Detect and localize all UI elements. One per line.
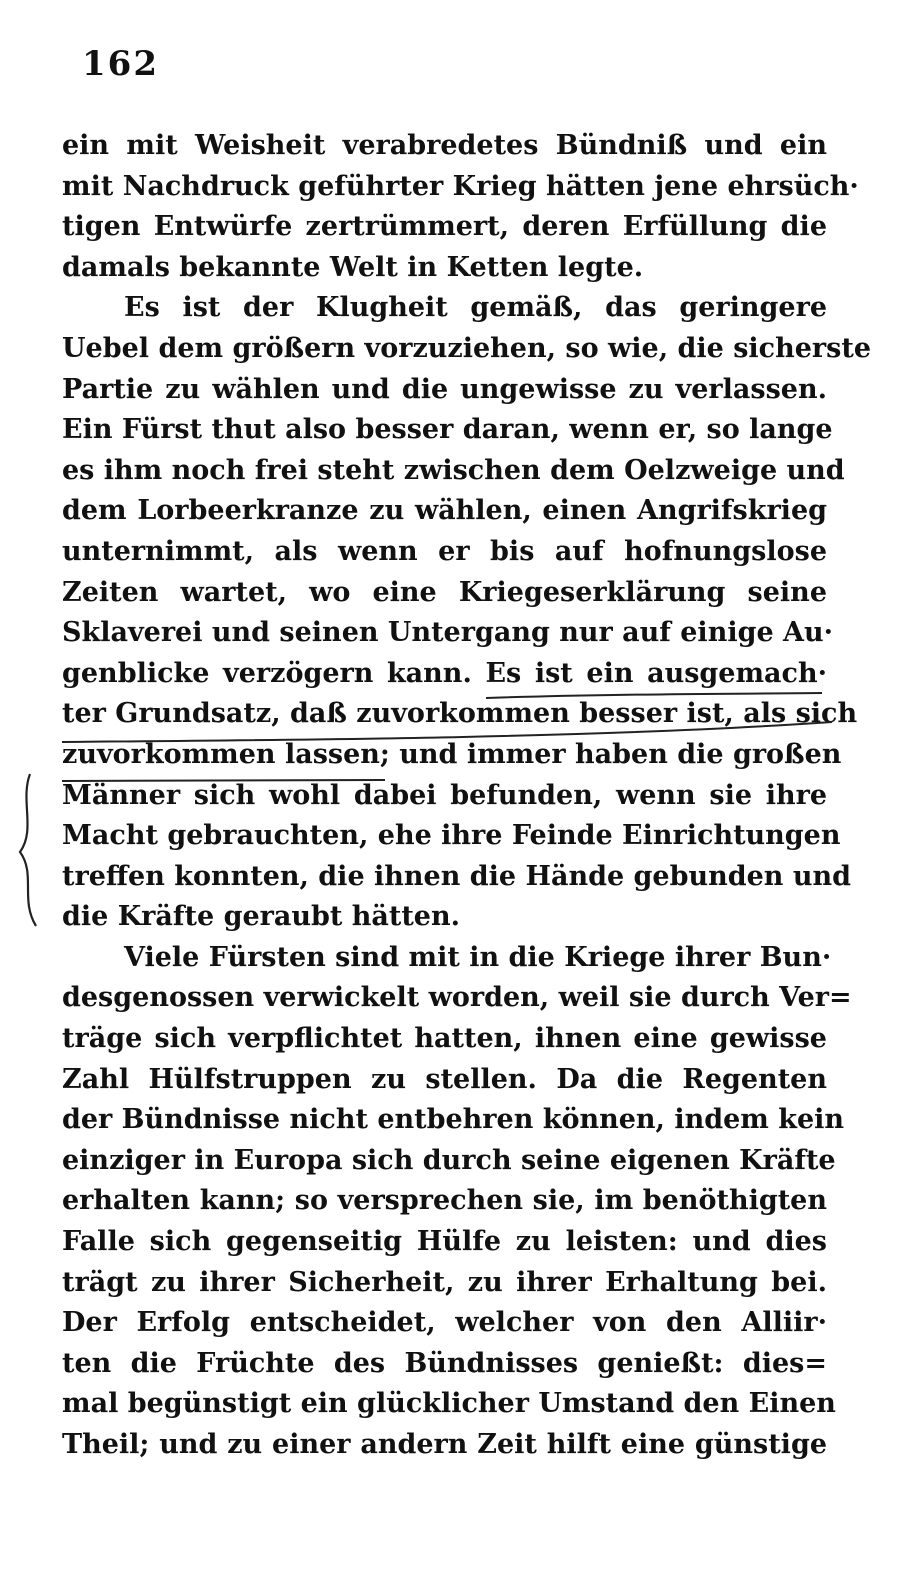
text-line: genblicke verzögern kann. Es ist ein ausgemach· <box>62 657 827 689</box>
text-line: mit Nachdruck geführter Krieg hätten jene ehrsüch· <box>62 170 859 202</box>
text-line: desgenossen verwickelt worden, weil sie durch Ver= <box>62 982 852 1014</box>
text-line: Partie zu wählen und die ungewisse zu verlassen. <box>62 373 827 405</box>
text-line: erhalten kann; so versprechen sie, im benöthigten <box>62 1185 827 1217</box>
text-line: Es ist der Klugheit gemäß, das geringere <box>124 292 827 324</box>
text-line: es ihm noch frei steht zwischen dem Oelzweige und <box>62 454 845 486</box>
text-line: Macht gebrauchten, ehe ihre Feinde Einrichtungen <box>62 820 841 852</box>
text-line: Zahl Hülfstruppen zu stellen. Da die Regenten <box>62 1063 827 1095</box>
text-line: Zeiten wartet, wo eine Kriegeserklärung seine <box>62 576 827 608</box>
text-line: Ein Fürst thut also besser daran, wenn er, so lange <box>62 414 833 446</box>
margin-brace-mark <box>6 770 42 930</box>
text-line: treffen konnten, die ihnen die Hände gebunden und <box>62 860 851 892</box>
body-text <box>62 126 871 1466</box>
text-line: dem Lorbeerkranze zu wählen, einen Angrifskrieg <box>62 495 827 527</box>
text-line: Theil; und zu einer andern Zeit hilft eine günstige <box>62 1429 827 1460</box>
page-number: 162 <box>82 44 159 84</box>
text-line: Uebel dem größern vorzuziehen, so wie, die sicherste <box>62 332 871 364</box>
text-line: zuvorkommen lassen; und immer haben die großen <box>62 738 842 770</box>
text-line: Der Erfolg entscheidet, welcher von den Alliir· <box>62 1307 827 1339</box>
text-line: Männer sich wohl dabei befunden, wenn sie ihre <box>62 779 827 811</box>
text-line: unternimmt, als wenn er bis auf hofnungslose <box>62 535 827 567</box>
text-line: Sklaverei und seinen Untergang nur auf einige Au· <box>62 617 834 649</box>
text-line: die Kräfte geraubt hätten. <box>62 901 460 933</box>
text-line: mal begünstigt ein glücklicher Umstand den Einen <box>62 1388 836 1420</box>
text-line: ein mit Weisheit verabredetes Bündniß und ein <box>62 130 827 161</box>
text-line: einziger in Europa sich durch seine eigenen Kräfte <box>62 1144 836 1176</box>
text-line: tigen Entwürfe zertrümmert, deren Erfüllung die <box>62 211 827 243</box>
text-line: der Bündnisse nicht entbehren können, indem kein <box>62 1104 845 1136</box>
text-line: Falle sich gegenseitig Hülfe zu leisten: und dies <box>62 1226 827 1258</box>
text-line: Viele Fürsten sind mit in die Kriege ihrer Bun· <box>124 941 832 973</box>
text-line: trägt zu ihrer Sicherheit, zu ihrer Erhaltung bei. <box>62 1266 827 1298</box>
text-line: damals bekannte Welt in Ketten legte. <box>62 251 644 283</box>
text-line: träge sich verpflichtet hatten, ihnen eine gewisse <box>62 1023 827 1055</box>
text-line: ter Grundsatz, daß zuvorkommen besser ist, als sich <box>62 698 858 730</box>
text-line: ten die Früchte des Bündnisses genießt: dies= <box>62 1347 827 1379</box>
